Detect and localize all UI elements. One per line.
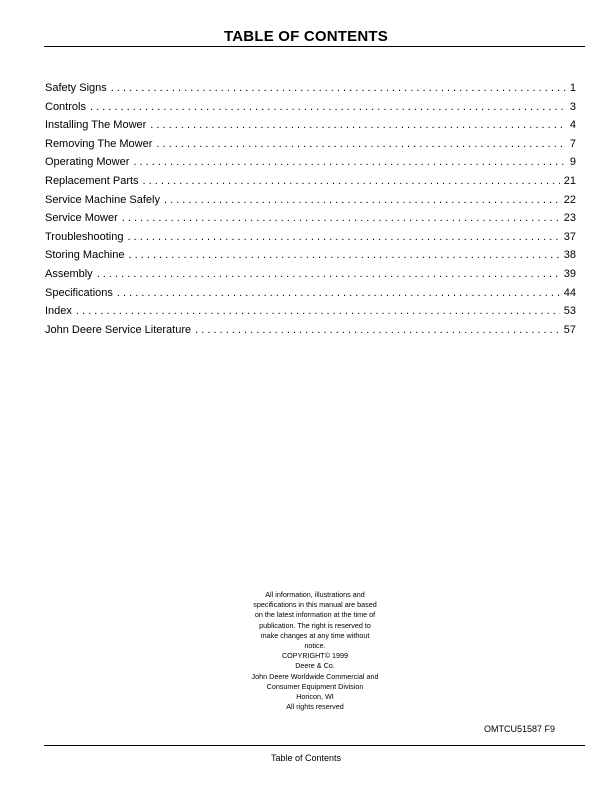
- toc-entry-page: 9: [569, 156, 576, 169]
- toc-entry-index[interactable]: [45, 305, 576, 324]
- notice-line: make changes at any time without: [260, 630, 370, 640]
- toc-dot-leader: [127, 231, 559, 243]
- toc-dot-leader: [164, 194, 560, 206]
- toc-dot-leader: [122, 212, 560, 224]
- toc-entry-label: Assembly: [45, 267, 93, 280]
- toc-entry-label: Service Machine Safely: [45, 193, 160, 206]
- toc-dot-leader: [143, 175, 560, 187]
- toc-dot-leader: [90, 101, 566, 113]
- toc-entry-specifications[interactable]: [45, 287, 576, 306]
- toc-entry-page: 44: [563, 286, 576, 299]
- toc-entry-label: Specifications: [45, 286, 113, 299]
- copyright-notice: [215, 590, 415, 712]
- toc-entry-page: 53: [563, 305, 576, 318]
- notice-line: notice.: [304, 641, 326, 651]
- toc-entry-label: Removing The Mower: [45, 137, 153, 150]
- toc-dot-leader: [111, 82, 566, 94]
- toc-entry-service-mower[interactable]: [45, 212, 576, 231]
- toc-entry-page: 38: [563, 249, 576, 262]
- toc-dot-leader: [97, 268, 560, 280]
- notice-line: Horicon, WI: [296, 692, 334, 702]
- toc-entry-label: Troubleshooting: [45, 230, 124, 243]
- notice-line: Deere & Co.: [295, 661, 335, 671]
- toc-entry-page: 23: [563, 212, 576, 225]
- notice-line: Consumer Equipment Division: [266, 681, 364, 691]
- toc-entry-john-deere-service-literature[interactable]: [45, 324, 576, 343]
- toc-dot-leader: [156, 138, 565, 150]
- toc-entry-label: Storing Machine: [45, 249, 125, 262]
- toc-entry-assembly[interactable]: [45, 268, 576, 287]
- toc-dot-leader: [150, 119, 566, 131]
- toc-entry-label: Operating Mower: [45, 156, 130, 169]
- notice-line: All rights reserved: [286, 702, 344, 712]
- toc-entry-page: 1: [569, 82, 576, 94]
- notice-line: COPYRIGHT© 1999: [281, 651, 348, 661]
- toc-dot-leader: [195, 324, 560, 336]
- toc-dot-leader: [117, 287, 560, 299]
- toc-entry-troubleshooting[interactable]: [45, 231, 576, 250]
- toc-entry-installing-the-mower[interactable]: [45, 119, 576, 138]
- toc-entry-page: 37: [563, 230, 576, 243]
- toc-entry-page: 57: [563, 323, 576, 336]
- toc-entry-label: Index: [45, 305, 72, 318]
- toc-dot-leader: [129, 249, 560, 261]
- table-of-contents: [45, 82, 576, 342]
- toc-dot-leader: [76, 305, 560, 317]
- toc-entry-page: 21: [563, 174, 576, 187]
- toc-entry-page: 7: [569, 137, 576, 150]
- toc-entry-safety-signs[interactable]: [45, 82, 576, 101]
- toc-entry-label: Replacement Parts: [45, 174, 139, 187]
- toc-entry-label: Service Mower: [45, 212, 118, 225]
- notice-line: specifications in this manual are based: [253, 600, 377, 610]
- page-title: TABLE OF CONTENTS: [224, 28, 388, 45]
- title-divider: [44, 46, 585, 47]
- document-code: OMTCU51587 F9: [483, 724, 555, 734]
- toc-entry-label: Installing The Mower: [45, 119, 147, 132]
- toc-entry-operating-mower[interactable]: [45, 156, 576, 175]
- notice-line: publication. The right is reserved to: [259, 620, 371, 630]
- toc-entry-label: Safety Signs: [45, 82, 107, 94]
- toc-entry-service-machine-safely[interactable]: [45, 194, 576, 213]
- toc-entry-page: 4: [569, 119, 576, 132]
- toc-entry-removing-the-mower[interactable]: [45, 138, 576, 157]
- notice-line: All information, illustrations and: [265, 590, 365, 599]
- page-footer: Table of Contents: [270, 753, 342, 763]
- toc-entry-storing-machine[interactable]: [45, 249, 576, 268]
- toc-dot-leader: [133, 156, 566, 168]
- notice-line: on the latest information at the time of: [254, 610, 376, 620]
- toc-entry-page: 39: [563, 267, 576, 280]
- footer-divider: [44, 745, 585, 746]
- toc-entry-page: 22: [563, 193, 576, 206]
- toc-entry-replacement-parts[interactable]: [45, 175, 576, 194]
- toc-entry-controls[interactable]: [45, 101, 576, 120]
- toc-entry-label: John Deere Service Literature: [45, 323, 192, 336]
- notice-line: John Deere Worldwide Commercial and: [251, 671, 379, 681]
- toc-entry-label: Controls: [45, 100, 86, 113]
- toc-entry-page: 3: [569, 100, 576, 113]
